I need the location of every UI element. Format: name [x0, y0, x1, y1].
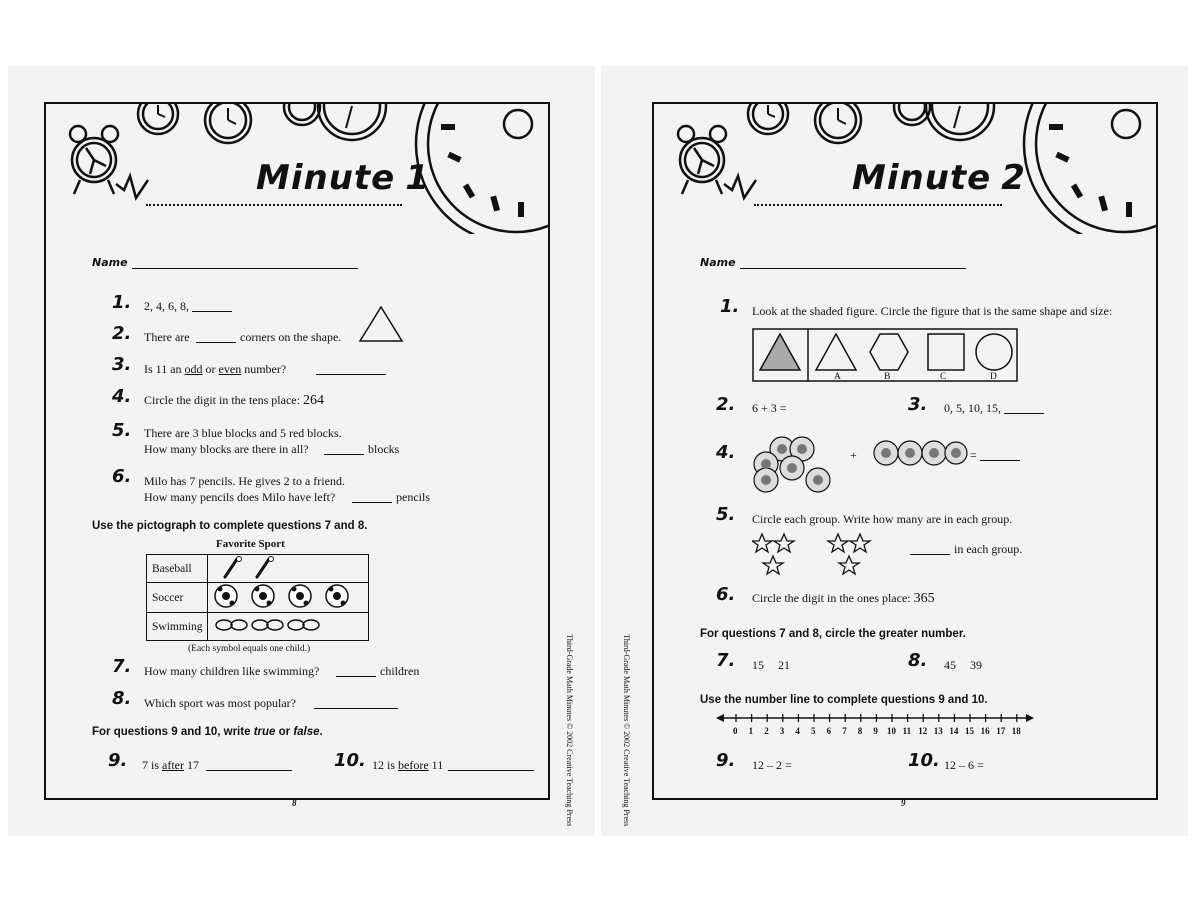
question-text: 7 is after 17 [142, 758, 199, 772]
title-underline [146, 204, 402, 206]
row-label: Swimming [147, 613, 208, 641]
question-number: 1. [720, 296, 740, 317]
option-label: D [990, 372, 997, 382]
number-line-label: 14 [949, 726, 959, 736]
question-number: 9. [108, 750, 128, 771]
question-number: 3. [112, 354, 132, 375]
number-line-label: 16 [980, 726, 990, 736]
number-line-label: 1 [748, 726, 754, 736]
penny-icon [752, 434, 842, 494]
row-symbols [208, 555, 369, 583]
question-number: 2. [716, 394, 736, 415]
pictograph-row [147, 583, 369, 613]
question-text: Circle the digit in the tens place: 264 [144, 393, 324, 408]
question-text: 12 – 2 = [752, 758, 792, 772]
answer-blank[interactable] [314, 708, 398, 709]
worksheet-frame [44, 102, 550, 800]
answer-unit: pencils [396, 490, 430, 504]
answer-blank[interactable] [910, 554, 950, 555]
option-label: B [884, 372, 891, 382]
compare-number[interactable]: 39 [970, 658, 982, 672]
name-label: Name [700, 256, 736, 269]
question-text: 12 is before 11 [372, 758, 444, 772]
number-line-label: 10 [887, 726, 896, 736]
number-line-label: 17 [996, 726, 1006, 736]
question-number: 8. [112, 688, 132, 709]
answer-blank[interactable] [192, 311, 232, 312]
question-number: 1. [112, 292, 132, 313]
question-number: 3. [908, 394, 928, 415]
question-text: There are [144, 330, 190, 344]
answer-blank[interactable] [1004, 413, 1044, 414]
plus-sign: + [850, 448, 857, 462]
compare-number[interactable]: 45 [944, 658, 956, 672]
question-number: 10. [908, 750, 940, 771]
section-instructions: For questions 9 and 10, write true or false. [92, 726, 323, 738]
pictograph-row [147, 555, 369, 583]
number-line-label: 8 [857, 726, 863, 736]
question-number: 2. [112, 323, 132, 344]
answer-blank[interactable] [980, 460, 1020, 461]
left-page [8, 66, 595, 836]
section-instructions: Use the number line to complete questions 9 and 10. [700, 694, 988, 706]
question-number: 5. [112, 420, 132, 441]
page-number: 8 [292, 798, 297, 808]
question-text: 2, 4, 6, 8, [144, 299, 189, 313]
number-line-label: 9 [873, 726, 878, 736]
question-text: How many children like swimming? [144, 664, 320, 678]
question-text: How many pencils does Milo have left? [144, 490, 336, 504]
row-symbols [208, 613, 369, 641]
page-title: Minute 2 [852, 158, 1026, 198]
question-number: 6. [112, 466, 132, 487]
star-groups [752, 532, 892, 580]
number-line [716, 710, 1036, 726]
option-label: A [834, 372, 841, 382]
question-text: Milo has 7 pencils. He gives 2 to a friend. [144, 474, 345, 488]
answer-blank[interactable] [196, 342, 236, 343]
question-number: 5. [716, 504, 736, 525]
question-number: 7. [112, 656, 132, 677]
compare-number[interactable]: 21 [778, 658, 790, 672]
question-number: 4. [716, 442, 736, 463]
answer-blank[interactable] [206, 770, 292, 771]
copyright-text: Third-Grade Math Minutes © 2002 Creative Teaching Press [565, 634, 574, 827]
answer-blank[interactable] [324, 454, 364, 455]
equals-sign: = [970, 448, 977, 462]
answer-blank[interactable] [316, 374, 386, 375]
question-number: 8. [908, 650, 928, 671]
question-text: 0, 5, 10, 15, [944, 401, 1001, 415]
answer-blank[interactable] [352, 502, 392, 503]
question-text: How many blocks are there in all? [144, 442, 309, 456]
right-page [601, 66, 1188, 836]
answer-blank[interactable] [336, 676, 376, 677]
penny-icon [872, 438, 968, 468]
number-line-label: 6 [826, 726, 832, 736]
question-number: 10. [334, 750, 366, 771]
number-line-label: 0 [733, 726, 738, 736]
number-line-label: 2 [764, 726, 769, 736]
swim-goggles-icon [213, 615, 333, 635]
copyright-text: Third-Grade Math Minutes © 2002 Creative Teaching Press [622, 634, 631, 827]
pictograph-key: (Each symbol equals one child.) [188, 644, 311, 654]
question-text: There are 3 blue blocks and 5 red blocks. [144, 426, 342, 440]
question-text: Is 11 an odd or even number? [144, 362, 287, 376]
page-number: 9 [901, 798, 906, 808]
answer-unit: blocks [368, 442, 400, 456]
worksheet-frame [652, 102, 1158, 800]
triangle-shape [358, 304, 404, 344]
number-line-label: 4 [795, 726, 800, 736]
question-text: Circle the digit in the ones place: 365 [752, 591, 935, 606]
question-text: corners on the shape. [240, 330, 342, 344]
pictograph-title: Favorite Sport [216, 538, 285, 550]
question-number: 9. [716, 750, 736, 771]
name-field[interactable] [740, 268, 966, 269]
number-line-label: 7 [842, 726, 847, 736]
row-label: Soccer [147, 583, 208, 613]
row-symbols [208, 583, 369, 613]
number-line-label: 15 [965, 726, 974, 736]
answer-blank[interactable] [448, 770, 534, 771]
baseball-bat-icon [213, 555, 283, 579]
number-line-label: 5 [811, 726, 816, 736]
question-text: in each group. [954, 542, 1023, 556]
number-line-label: 3 [779, 726, 785, 736]
pictograph-row [147, 613, 369, 641]
question-number: 6. [716, 584, 736, 605]
compare-number[interactable]: 15 [752, 658, 764, 672]
number-line-label: 18 [1011, 726, 1021, 736]
answer-unit: children [380, 664, 420, 678]
pictograph-table [146, 554, 369, 641]
number-line-label: 13 [933, 726, 943, 736]
name-field[interactable] [132, 268, 358, 269]
number-line-label: 12 [918, 726, 928, 736]
name-label: Name [92, 256, 128, 269]
soccer-ball-icon [213, 583, 363, 609]
section-instructions: Use the pictograph to complete questions 7 and 8. [92, 520, 368, 532]
title-underline [754, 204, 1002, 206]
question-text: Circle each group. Write how many are in each group. [752, 512, 1013, 526]
question-text: Look at the shaded figure. Circle the figure that is the same shape and size: [752, 304, 1113, 318]
number-line-label: 11 [902, 726, 912, 736]
question-number: 7. [716, 650, 736, 671]
row-label: Baseball [147, 555, 208, 583]
question-text: 12 – 6 = [944, 758, 984, 772]
page-title: Minute 1 [256, 158, 430, 198]
question-text: Which sport was most popular? [144, 696, 296, 710]
question-number: 4. [112, 386, 132, 407]
option-label: C [940, 372, 947, 382]
section-instructions: For questions 7 and 8, circle the greater number. [700, 628, 966, 640]
question-text: 6 + 3 = [752, 401, 787, 415]
